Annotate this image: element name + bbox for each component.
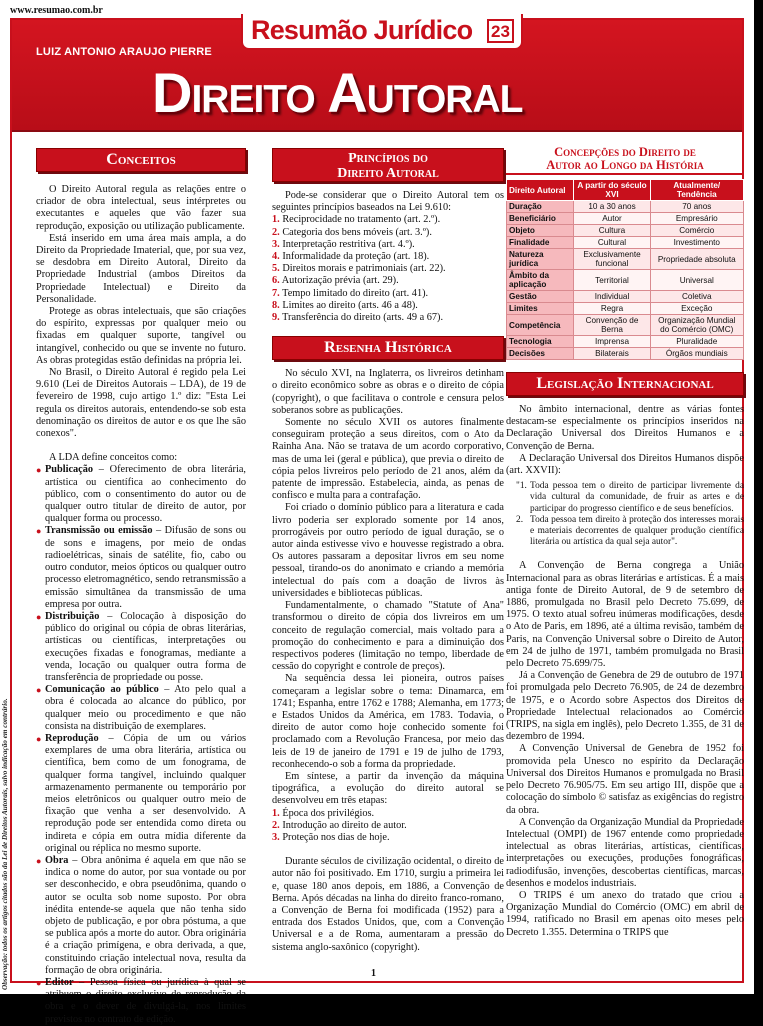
page-shadow	[754, 6, 763, 1000]
declaration-quote	[516, 481, 744, 548]
table-cell: Autor	[574, 213, 650, 225]
table-cell: Coletiva	[650, 291, 743, 303]
issue-number: 23	[487, 19, 514, 43]
principles-list	[272, 214, 504, 324]
table-header-row	[507, 180, 744, 201]
page-number: 1	[371, 968, 376, 979]
list-item: 3. Interpretação restritiva (art. 4.º).	[272, 238, 415, 250]
legislacao-body	[506, 404, 744, 939]
table-row	[507, 348, 744, 360]
list-item: ● Publicação – Oferecimento de obra literária, artística ou científica ao conhecimento do público, com o consentimento do autor ou de qualquer outro titular de direito de autor, por qualquer forma ou processo.	[36, 464, 246, 525]
stages-list	[272, 808, 504, 845]
paragraph: A Declaração Universal dos Direitos Humanos dispõe (art. XXVII):	[506, 452, 744, 477]
table-cell: Convenção de Berna	[574, 315, 650, 336]
table-row	[507, 270, 744, 291]
list-item: 2. Introdução ao direito de autor.	[272, 819, 407, 831]
paragraph: Já a Convenção de Genebra de 29 de outubro de 1971 foi promulgada pelo Decreto 76.905, de 24 de dezembro de 1975, e o Acordo sobre Aspectos dos Direitos de Propriedade Intelectual relacionados ao Comércio (TRIPS, na sigla em inglês), pelo Decreto 1.355, de 31 de dezembro de 1994.	[506, 670, 744, 743]
table-cell: Comércio	[650, 225, 743, 237]
table-cell: Pluralidade	[650, 336, 743, 348]
list-item: ● Editor – Pessoa física ou jurídica à qual se obra e o dever de divulgá-la, nos limites previstos no contrato de edição.	[36, 977, 246, 1026]
table-cell: Exceção	[650, 303, 743, 315]
paragraph: O TRIPS é um anexo do tratado que criou a Organização Mundial do Comércio (OMC) em abril de 1994, ratificado no Brasil em apenas oito meses pelo Decreto 1.355. Determina o TRIPS que	[506, 889, 744, 938]
row-label: Finalidade	[507, 237, 574, 249]
row-label: Âmbito da aplicação	[507, 270, 574, 291]
brand-box	[241, 14, 523, 50]
list-item: 8. Limites ao direito (arts. 46 a 48).	[272, 299, 418, 311]
table-row	[507, 201, 744, 213]
paragraph: A Convenção Universal de Genebra de 1952 foi promovida pela Unesco no espírito da Declaração Universal dos Direitos Humanos e promulgada no Brasil pelo Decreto 76.905/75. Em seu artigo III, dispõe que a colocação do símbolo © satisfaz as exigências do registro da obra.	[506, 743, 744, 816]
header-banner	[12, 15, 742, 132]
table-cell: Regra	[574, 303, 650, 315]
history-table	[506, 179, 744, 360]
brand-name: Resumão Jurídico	[251, 15, 473, 45]
table-cell: Imprensa	[574, 336, 650, 348]
table-row	[507, 213, 744, 225]
table-cell: Órgãos mundiais	[650, 348, 743, 360]
table-row	[507, 315, 744, 336]
section-heading-resenha: Resenha Histórica	[272, 336, 504, 360]
resenha-body	[272, 368, 504, 954]
table-row	[507, 291, 744, 303]
table-title-line: Autor ao Longo da História	[546, 157, 704, 172]
table-cell: Universal	[650, 270, 743, 291]
list-item: ● Distribuição – Colocação à disposição do público do original ou cópia de obras literárias, artísticas ou científicas, interpretações ou execuções fixadas e fonogramas, mediante a venda, locação ou qualquer outra forma de transferência de propriedade ou posse.	[36, 611, 246, 684]
row-label: Objeto	[507, 225, 574, 237]
paragraph: A LDA define conceitos como:	[49, 452, 178, 464]
row-label: Limites	[507, 303, 574, 315]
column-header: Atualmente/ Tendência	[650, 180, 743, 201]
paragraph: Está inserido em uma área mais ampla, a do Direito da Propriedade Imaterial, que, por sua vez, se desdobra em Direito Autoral, Direito da Propriedade Industrial (ambos Direitos da Propriedade Intelectual) e Direito da Personalidade.	[36, 232, 246, 305]
section-heading-conceitos: Conceitos	[36, 148, 246, 172]
list-item: 9. Transferência do direito (arts. 49 a 67).	[272, 312, 444, 324]
list-item: ● Transmissão ou emissão – Difusão de sons ou de sons e imagens, por meio de ondas radioelétricas, sinais de satélite, fio, cabo ou outro condutor, meios ópticos ou qualquer outro processo eletromagnético, sendo retransmissão a emissão simultânea da transmissão de uma empresa por outra.	[36, 525, 246, 610]
list-item: 1. Reciprocidade no tratamento (art. 2.º).	[272, 214, 441, 226]
paragraph: Na sequência dessa lei pioneira, outros países começaram a legislar sobre o tema: Dinamarca, em 1741; Espanha, entre 1762 e 1788; Alemanha, em 1773; e Estados Unidos da América, em 1783. Todavia, o direito de autor como hoje conhecido somente foi proclamado com a Revolução Francesa, por meio das leis de 19 de janeiro de 1791 e 19 de julho de 1793, reconhecendo-o sob a forma da propriedade.	[272, 673, 504, 770]
column-principios	[272, 148, 504, 966]
list-item: ● Comunicação ao público – Ato pelo qual a obra é colocada ao alcance do público, por qualquer meio ou procedimento e que não consista na distribuição de exemplares.	[36, 684, 246, 733]
table-cell: Investimento	[650, 237, 743, 249]
list-item: 2. Categoria dos bens móveis (art. 3.º).	[272, 226, 432, 238]
table-cell: Cultura	[574, 225, 650, 237]
table-row	[507, 237, 744, 249]
list-item: 7. Tempo limitado do direito (art. 41).	[272, 287, 429, 299]
paragraph: No âmbito internacional, dentre as várias fontes destacam-se especialmente os princípios inseridos na Declaração Universal dos Direitos Humanos e a Convenção de Berna.	[506, 404, 744, 452]
row-label: Natureza jurídica	[507, 249, 574, 270]
author-name: LUIZ ANTONIO ARAUJO PIERRE	[36, 46, 212, 58]
section-heading-principios	[272, 148, 504, 182]
column-conceitos	[36, 148, 247, 1025]
table-cell: 10 a 30 anos	[574, 201, 650, 213]
list-item: 5. Direitos morais e patrimoniais (art. 22).	[272, 263, 446, 275]
conceitos-body	[36, 184, 246, 1026]
concept-list	[36, 464, 246, 1025]
paragraph: Durante séculos de civilização ocidental, o direito de autor não foi positivado. Em 1710, surgiu a primeira lei e, quase 180 anos depois, em 1886, a Convenção de Berna. Após décadas na linha do direito franco-romano, a Convenção de Berna foi modificada (1952) para a entrada dos Estados Unidos, que, com a Convenção Universal e a de Roma, aumentaram a pressão do sistema anglo-saxônico (copyright).	[272, 856, 504, 953]
heading-line: Princípios do	[348, 151, 428, 166]
paragraph: A Convenção de Berna congrega a União Internacional para as obras literárias e artísticas. É a mais antiga fonte de Direito Autoral, de 9 de setembro de 1886, promulgada no Brasil pelo Decreto 75.699, de 1975. O texto atual sofreu inúmeras modificações, desde o Ato de Paris, em 1896, até a última revisão, também de Paris, na Convenção Universal sobre o Direito de Autor, em 24 de julho de 1971, também promulgada no Brasil pelo Decreto 75.699/75.	[506, 560, 744, 670]
column-header: Direito Autoral	[507, 180, 574, 201]
table-cell: Individual	[574, 291, 650, 303]
table-row	[507, 336, 744, 348]
table-row	[507, 303, 744, 315]
row-label: Decisões	[507, 348, 574, 360]
quote-item: "1. Toda pessoa tem o direito de participar livremente da vida cultural da comunidade, de fruir as artes e de participar do progresso científico e de seus benefícios.	[516, 481, 744, 514]
paragraph: Pode-se considerar que o Direito Autoral tem os seguintes princípios baseados na Lei 9.610:	[272, 190, 504, 214]
table-title	[506, 146, 744, 175]
page-title	[152, 60, 522, 125]
table-cell: 70 anos	[650, 201, 743, 213]
table-cell: Territorial	[574, 270, 650, 291]
paragraph: O Direito Autoral regula as relações entre o criador de obra intelectual, seus intérpretes ou executantes e aqueles que vão fazer sua reprodução, exposição ou utilização publicamente.	[36, 184, 246, 232]
table-title-line: Concepções do Direito de	[554, 145, 696, 159]
table-cell: Empresário	[650, 213, 743, 225]
row-label: Gestão	[507, 291, 574, 303]
quote-item: 2. Toda pessoa tem direito à proteção dos interesses morais e materiais decorrentes de qualquer produção científica literária ou artística da qual seja autor".	[516, 514, 744, 548]
paragraph: Fundamentalmente, o chamado "Statute of Ana" transformou o direito de cópia dos livreiros em um conceito de regulação comercial, mais voltado para a promoção do conhecimento e para a diminuição dos respectivos poderes (limitação no tempo, liberdade de cessão do copyright e controle de preços).	[272, 600, 504, 673]
table-cell: Cultural	[574, 237, 650, 249]
table-row	[507, 225, 744, 237]
section-heading-legislacao: Legislação Internacional	[506, 372, 744, 396]
list-item: ● Reprodução – Cópia de um ou vários exemplares de uma obra literária, artística ou científica, bem como de um fonograma, de qualquer forma tangível, incluindo qualquer armazenamento permanente ou temporário por meios eletrônicos ou qualquer outro meio de fixação que venha a ser desenvolvido. A reprodução pode ser entendida como direta ou indireta e cópia em outra mídia diferente da original ou réplica no mesmo suporte.	[36, 733, 246, 855]
heading-line: Direito Autoral	[337, 166, 439, 181]
list-item: ● Obra – Obra anônima é aquela em que não se indica o nome do autor, por sua vontade ou por ser desconhecido, e obra pseudônima, quando o autor se oculta sob nome suposto. Por obra inédita entende-se aquela que não tenha sido objeto de publicação, e por obra póstuma, a que se publica após a morte do autor. Obra originária é a criação primígena, e obra derivada, a que, constituindo criação intelectual nova, resulta da formação de obra originária.	[36, 855, 246, 977]
list-item: 6. Autorização prévia (art. 29).	[272, 275, 399, 287]
row-label: Beneficiário	[507, 213, 574, 225]
table-body	[507, 201, 744, 360]
paragraph: Protege as obras intelectuais, que são criações do espírito, expressas por qualquer meio ou fixadas em qualquer suporte, tangível ou intangível, conhecido ou que se invente no futuro. As obras protegidas estão definidas na própria lei.	[36, 306, 246, 366]
paragraph: Em síntese, a partir da invenção da máquina tipográfica, a evolução do direito autoral se desenvolveu em três etapas:	[272, 770, 504, 807]
paragraph: A Convenção da Organização Mundial da Propriedade Intelectual (OMPI) de 1967 entende como propriedade intelectual as obras literárias, artísticas, científicas, interpretações ou execuções, produções fonográficas, radiodifusão, invenções, descobertas científicas, marcas, desenhos e modelos industriais.	[506, 816, 744, 889]
row-label: Tecnologia	[507, 336, 574, 348]
paragraph: No século XVI, na Inglaterra, os livreiros detinham o direito econômico sobre as obras e o direito de cópia (copyright), o que facilitava o controle e censura pelos soberanos sobre as publicações.	[272, 368, 504, 416]
list-item: 3. Proteção nos dias de hoje.	[272, 831, 390, 843]
paragraph: Foi criado o domínio público para a literatura e cada livro poderia ser explorado somente por 14 anos, prorrogáveis por outro período de igual duração, se o autor ainda estivesse vivo e houvesse registrado a obra. Os autores passaram a depositar livros em seu nome pessoal, tirando-os do anonimato e criando a memória intelectual do país com a doação de livros às universidades e bibliotecas públicas.	[272, 502, 504, 599]
page-shadow	[6, 994, 763, 1000]
column-header: A partir do século XVI	[574, 180, 650, 201]
row-label: Competência	[507, 315, 574, 336]
table-cell: Bilaterais	[574, 348, 650, 360]
paragraph: No Brasil, o Direito Autoral é regido pela Lei 9.610 (Lei de Direitos Autorais – LDA), de 19 de fevereiro de 1998, cujo artigo 1.º diz: "Esta Lei regula os direitos autorais, entendendo-se sob esta denominação os direitos de autor e os que lhe são conexos".	[36, 367, 246, 440]
paragraph: Somente no século XVII os autores finalmente conseguiram proteção a seus direitos, com o Ato da Rainha Ana. Não se tratava de um acordo corporativo, mas de uma lei (geral e pública), que previa o direito de cópia pelos livreiros pelo período de 21 anos, além da patente de impressão. Estabelecia, ainda, as penas de confisco e multa para a contrafação.	[272, 417, 504, 502]
page-title-text: Direito Autoral	[152, 61, 523, 124]
list-item: 4. Informalidade da proteção (art. 18).	[272, 251, 430, 263]
row-label: Duração	[507, 201, 574, 213]
table-cell: Organização Mundial do Comércio (OMC)	[650, 315, 743, 336]
principios-body	[272, 190, 504, 324]
site-url[interactable]: www.resumao.com.br	[10, 5, 103, 16]
table-row	[507, 249, 744, 270]
table-cell: Propriedade absoluta	[650, 249, 743, 270]
column-legislacao	[506, 146, 744, 968]
side-note: Observação: todos os artigos citados são da Lei de Direitos Autorais, salvo indicação em contrário.	[1, 698, 9, 990]
list-item: 1. Época dos privilégios.	[272, 807, 375, 819]
table-cell: Exclusivamente funcional	[574, 249, 650, 270]
